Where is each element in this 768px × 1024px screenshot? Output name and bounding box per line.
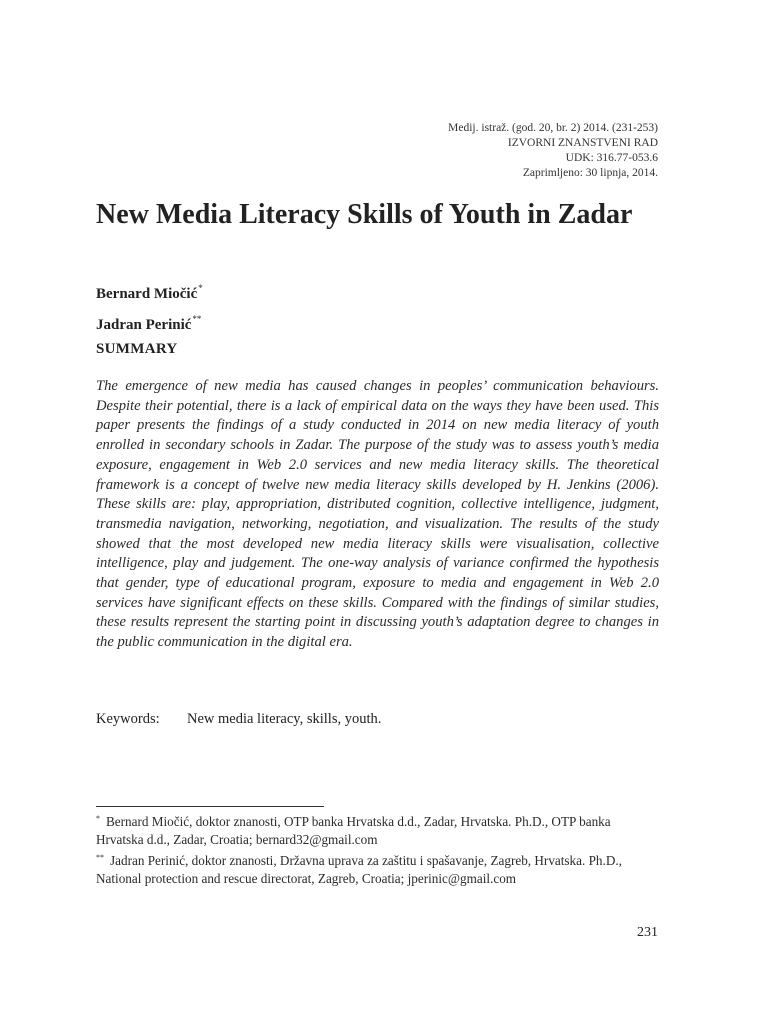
- meta-udk: UDK: 316.77-053.6: [565, 152, 658, 164]
- author-name: Bernard Miočić: [96, 286, 198, 302]
- author-2: [96, 307, 203, 338]
- author-name: Jadran Perinić: [96, 317, 192, 333]
- meta-received-date: Zaprimljeno: 30 lipnja, 2014.: [522, 167, 658, 179]
- footnote-text: Bernard Miočić, doktor znanosti, OTP banka Hrvatska d.d., Zadar, Hrvatska. Ph.D., OTP banka Hrvatska d.d., Zadar, Croatia; bernard32@gmail.com: [96, 814, 611, 847]
- paper-title: New Media Literacy Skills of Youth in Zadar: [96, 199, 633, 230]
- footnote-mark: *: [96, 814, 100, 823]
- footnote-1: [96, 810, 659, 849]
- summary-heading: SUMMARY: [96, 341, 178, 357]
- meta-article-type: IZVORNI ZNANSTVENI RAD: [507, 137, 658, 149]
- meta-citation: Medij. istraž. (god. 20, br. 2) 2014. (231-253): [448, 122, 658, 134]
- journal-metadata: [448, 121, 658, 181]
- abstract-text: The emergence of new media has caused changes in peoples’ communication behaviours. Despite their potential, there is a lack of empirical data on the ways they have been used. This paper presents the findings of a study conducted in 2014 on new media literacy of youth enrolled in secondary schools in Zadar. The purpose of the study was to assess youth’s media exposure, engagement in Web 2.0 services and new media literacy skills. The theoretical framework is a concept of twelve new media literacy skills developed by H. Jenkins (2006). These skills are: play, appropriation, distributed cognition, collective intelligence, judgment, transmedia navigation, networking, negotiation, and visualization. The results of the study showed that the most developed new media literacy skills were visualisation, collective intelligence, play and judgement. The one-way analysis of variance confirmed the hypothesis that gender, type of educational program, exposure to media and engagement in Web 2.0 services have significant effects on these skills. Compared with the findings of similar studies, these results represent the starting point in discussing youth’s adaptation degree to changes in the public communication in the digital era.: [96, 378, 659, 651]
- footnote-text: Jadran Perinić, doktor znanosti, Državna uprava za zaštitu i spašavanje, Zagreb, Hrvatska. Ph.D., National protection and rescue directorat, Zagreb, Croatia; jperinic@gmail.com: [96, 853, 622, 886]
- footnote-mark: *: [198, 283, 203, 293]
- footnote-divider: [96, 806, 324, 807]
- footnote-mark: **: [96, 853, 104, 862]
- keywords: [96, 709, 381, 729]
- keywords-value: New media literacy, skills, youth.: [187, 711, 382, 727]
- keywords-label: Keywords:: [96, 711, 160, 727]
- author-1: [96, 276, 203, 307]
- footnote-2: [96, 849, 659, 888]
- page-number: 231: [637, 925, 658, 940]
- footnotes: [96, 810, 659, 888]
- footnote-mark: **: [192, 314, 202, 324]
- author-list: [96, 276, 203, 338]
